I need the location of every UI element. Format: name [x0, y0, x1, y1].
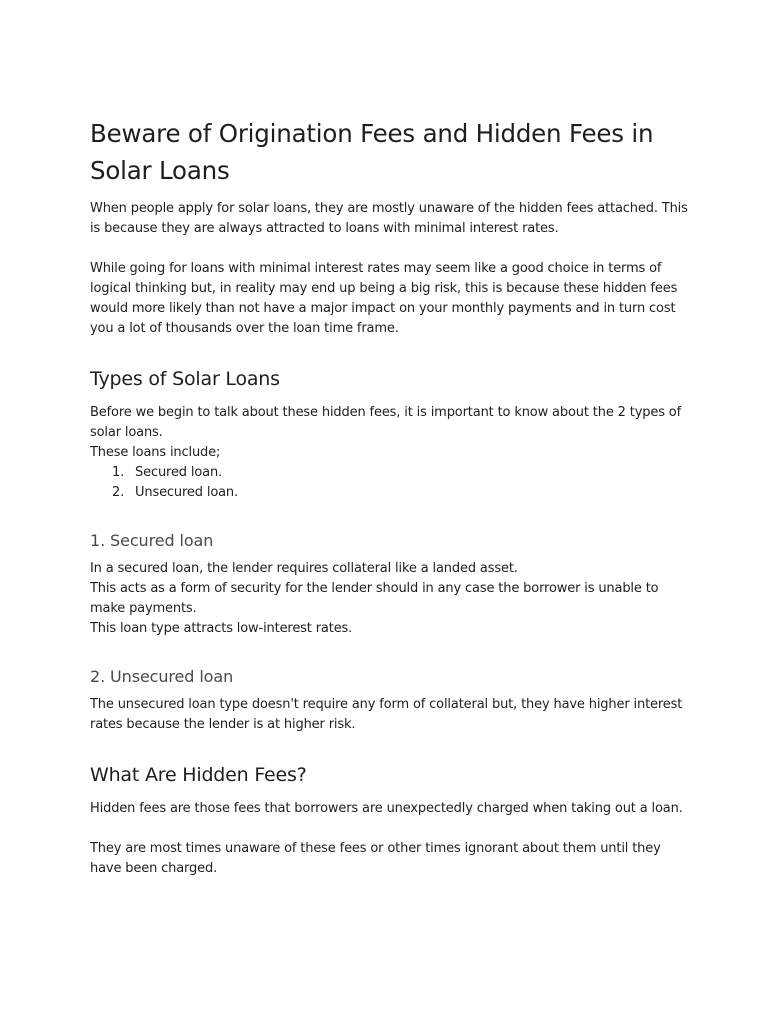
secured-paragraph-1: In a secured loan, the lender requires collateral like a landed asset.	[90, 561, 518, 576]
hidden-paragraph-2: They are most times unaware of these fees or other times ignorant about them until they have been charged.	[90, 841, 661, 876]
section-heading-types: Types of Solar Loans	[90, 368, 280, 390]
subheading-unsecured-loan: 2. Unsecured loan	[90, 667, 234, 686]
loan-types-list	[90, 463, 690, 503]
types-paragraph-2: These loans include;	[90, 445, 221, 460]
unsecured-paragraph-1: The unsecured loan type doesn't require any form of collateral but, they have higher interest rates because the lender is at higher risk.	[90, 697, 683, 732]
subheading-secured-loan: 1. Secured loan	[90, 531, 214, 550]
secured-paragraph-2: This acts as a form of security for the lender should in any case the borrower is unable to make payments.	[90, 581, 659, 616]
list-item-number: 2.	[112, 485, 125, 500]
intro-paragraph-1: When people apply for solar loans, they are mostly unaware of the hidden fees attached. This is because they are always attracted to loans with minimal interest rates.	[90, 201, 688, 236]
list-item-text: Unsecured loan.	[135, 485, 239, 500]
paragraph-gap	[90, 239, 690, 259]
hidden-paragraph-1: Hidden fees are those fees that borrowers are unexpectedly charged when taking out a loan.	[90, 801, 683, 816]
secured-paragraph-3: This loan type attracts low-interest rates.	[90, 621, 353, 636]
list-item	[90, 483, 690, 503]
document-page	[90, 115, 690, 879]
list-item-number: 1.	[112, 465, 125, 480]
list-item-text: Secured loan.	[135, 465, 223, 480]
page-title: Beware of Origination Fees and Hidden Fees in Solar Loans	[90, 119, 654, 185]
types-paragraph-1: Before we begin to talk about these hidden fees, it is important to know about the 2 types of solar loans.	[90, 405, 682, 440]
list-item	[90, 463, 690, 483]
intro-paragraph-2: While going for loans with minimal interest rates may seem like a good choice in terms of logical thinking but, in reality may end up being a big risk, this is because these hidden fees would more likely than not have a major impact on your monthly payments and in turn cost you a lot of thousands over the loan time frame.	[90, 261, 678, 336]
paragraph-gap	[90, 819, 690, 839]
section-heading-hidden-fees: What Are Hidden Fees?	[90, 764, 307, 786]
